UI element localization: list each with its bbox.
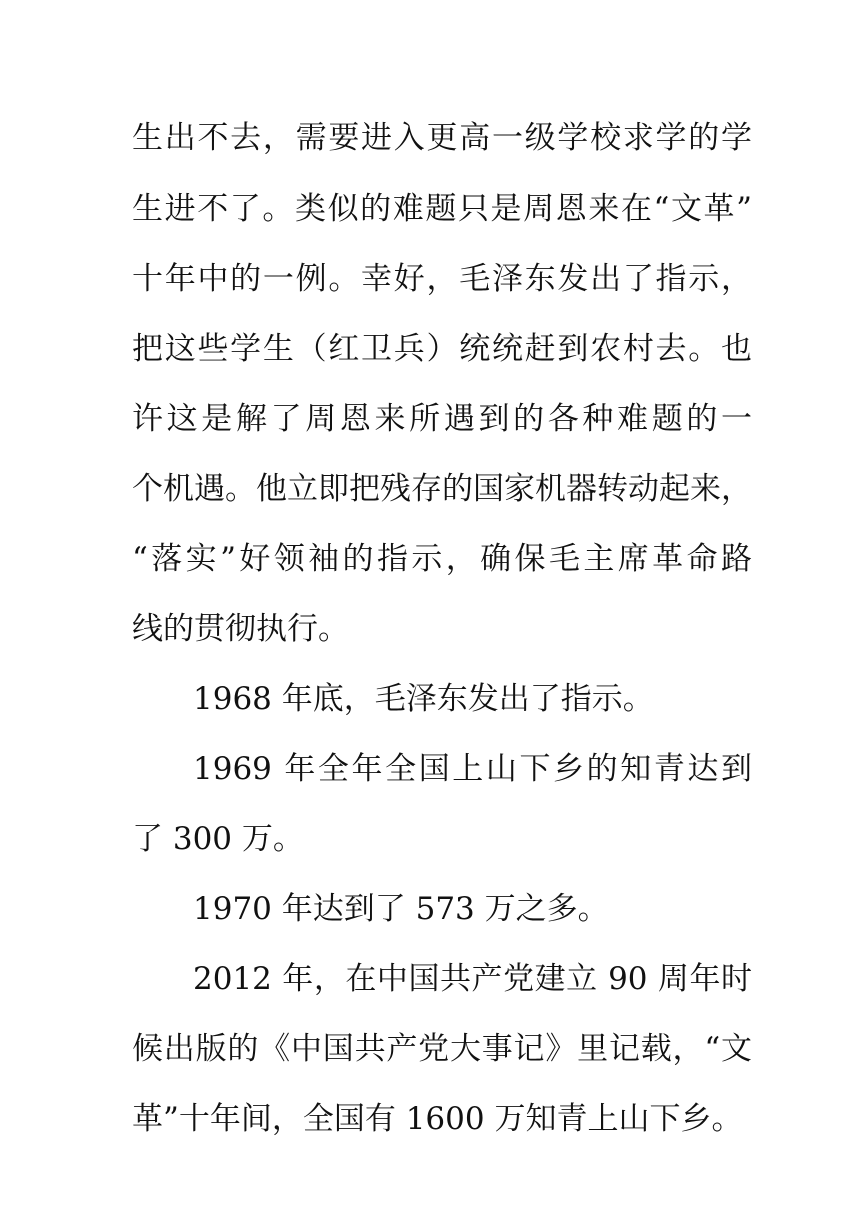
text-line: 许这是解了周恩来所遇到的各种难题的一 [132, 401, 752, 437]
paragraph-line: 1968 年底，毛泽东发出了指示。 [193, 681, 654, 717]
text-line: 把这些学生（红卫兵）统统赶到农村去。也 [132, 331, 752, 367]
text-line: 生进不了。类似的难题只是周恩来在“文革” [132, 191, 752, 227]
text-line: 候出版的《中国共产党大事记》里记载，“文 [132, 1031, 752, 1067]
text-line: 十年中的一例。幸好，毛泽东发出了指示， [132, 261, 752, 297]
text-line: 了 300 万。 [132, 821, 304, 857]
text-line: 革”十年间，全国有 1600 万知青上山下乡。 [132, 1101, 743, 1137]
paragraph-line: 1969 年全年全国上山下乡的知青达到 [193, 751, 752, 787]
text-line: 线的贯彻执行。 [132, 611, 349, 647]
paragraph-line: 2012 年，在中国共产党建立 90 周年时 [193, 961, 752, 997]
text-line: 个机遇。他立即把残存的国家机器转动起来， [132, 471, 752, 507]
text-line: 生出不去，需要进入更高一级学校求学的学 [132, 120, 752, 156]
text-line: “落实”好领袖的指示，确保毛主席革命路 [132, 541, 752, 577]
paragraph-line: 1970 年达到了 573 万之多。 [193, 891, 609, 927]
